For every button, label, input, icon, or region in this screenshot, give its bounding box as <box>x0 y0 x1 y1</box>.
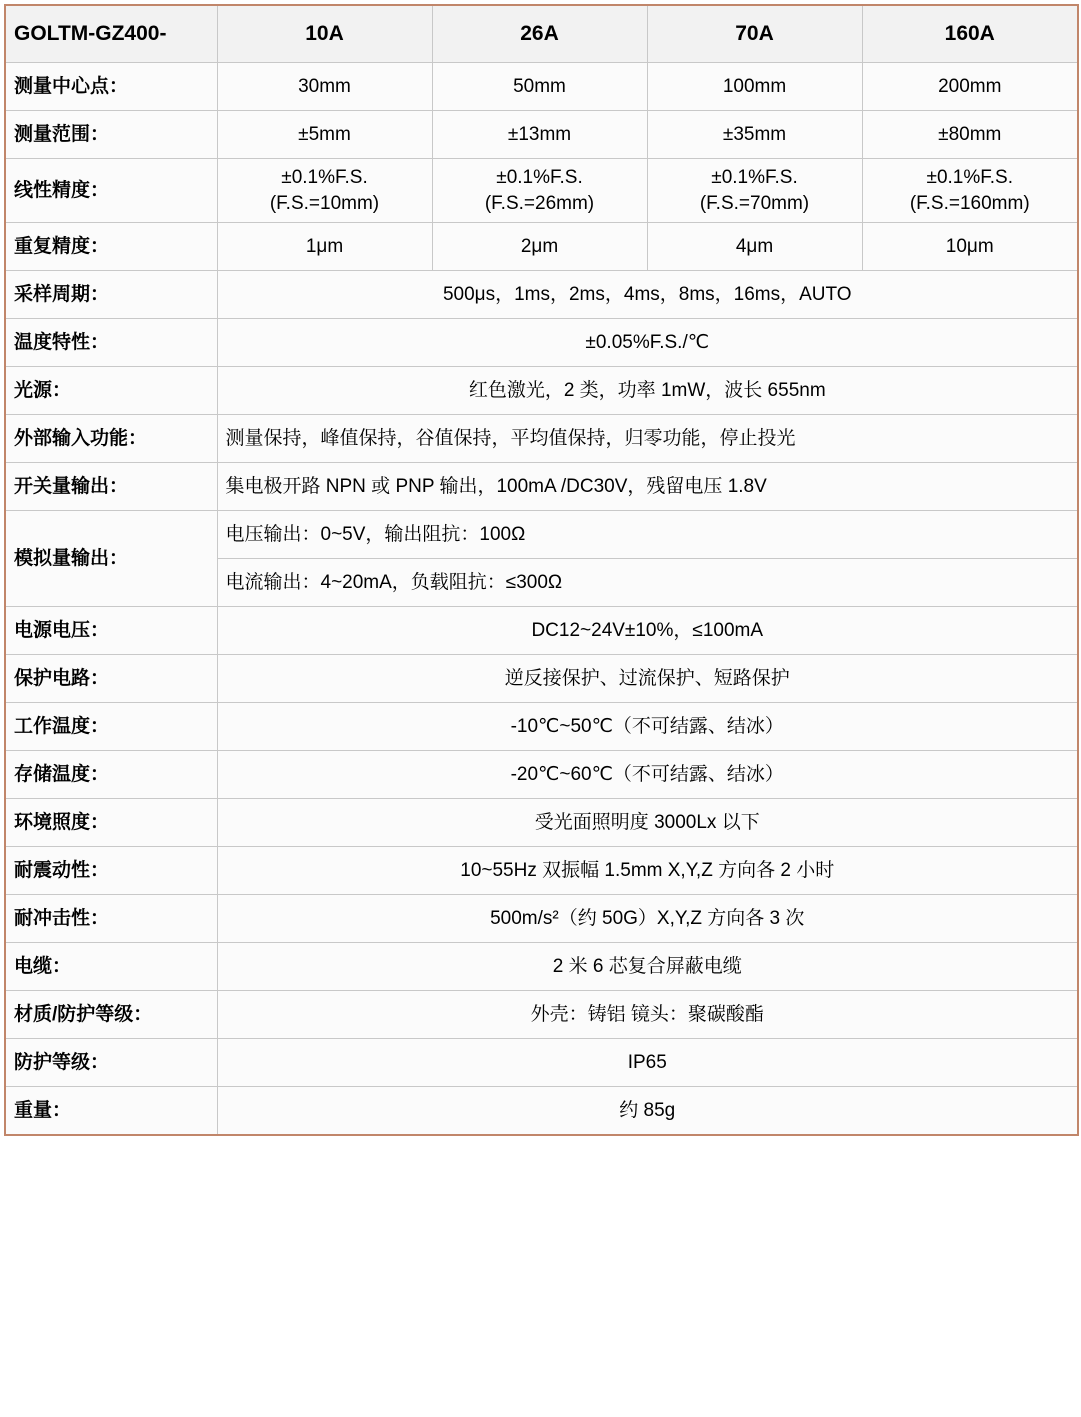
row-value-line2: (F.S.=26mm) <box>484 192 595 214</box>
row-label: 测量范围： <box>5 111 217 159</box>
row-value: 外壳：铸铝 镜头：聚碳酸酯 <box>217 991 1078 1039</box>
row-value: 500μs，1ms，2ms，4ms，8ms，16ms，AUTO <box>217 271 1078 319</box>
row-label: 电缆： <box>5 943 217 991</box>
row-value: 1μm <box>217 223 432 271</box>
row-label: 存储温度： <box>5 751 217 799</box>
table-row <box>5 271 1078 319</box>
row-value: 500m/s²（约 50G）X,Y,Z 方向各 3 次 <box>217 895 1078 943</box>
variant-header-10a: 10A <box>217 5 432 63</box>
table-row <box>5 703 1078 751</box>
row-label: 采样周期： <box>5 271 217 319</box>
row-value <box>647 159 862 223</box>
table-row <box>5 111 1078 159</box>
row-value: 测量保持，峰值保持，谷值保持，平均值保持，归零功能，停止投光 <box>217 415 1078 463</box>
table-row <box>5 1039 1078 1087</box>
row-value: 电压输出：0~5V，输出阻抗：100Ω <box>217 511 1078 559</box>
table-row <box>5 415 1078 463</box>
table-row <box>5 463 1078 511</box>
row-label: 光源： <box>5 367 217 415</box>
row-value: IP65 <box>217 1039 1078 1087</box>
row-value: 100mm <box>647 63 862 111</box>
row-value: 30mm <box>217 63 432 111</box>
model-name-cell: GOLTM-GZ400- <box>5 5 217 63</box>
row-value-line1: ±0.1%F.S. <box>926 167 1013 188</box>
table-row <box>5 655 1078 703</box>
row-value: ±5mm <box>217 111 432 159</box>
row-value: ±80mm <box>862 111 1078 159</box>
table-row <box>5 223 1078 271</box>
table-row <box>5 511 1078 559</box>
row-value: 红色激光，2 类，功率 1mW，波长 655nm <box>217 367 1078 415</box>
row-label: 保护电路： <box>5 655 217 703</box>
table-row <box>5 607 1078 655</box>
row-value <box>432 159 647 223</box>
table-row <box>5 895 1078 943</box>
row-label: 线性精度： <box>5 159 217 223</box>
row-value-line1: ±0.1%F.S. <box>281 167 368 188</box>
row-value: -10℃~50℃（不可结露、结冰） <box>217 703 1078 751</box>
table-row <box>5 943 1078 991</box>
row-value: 约 85g <box>217 1087 1078 1135</box>
row-value: 集电极开路 NPN 或 PNP 输出，100mA /DC30V，残留电压 1.8V <box>217 463 1078 511</box>
row-value: 4μm <box>647 223 862 271</box>
row-value <box>862 159 1078 223</box>
table-row <box>5 847 1078 895</box>
row-label: 开关量输出： <box>5 463 217 511</box>
row-label: 外部输入功能： <box>5 415 217 463</box>
row-value: 50mm <box>432 63 647 111</box>
row-label: 重复精度： <box>5 223 217 271</box>
row-label: 重量： <box>5 1087 217 1135</box>
row-value: 10μm <box>862 223 1078 271</box>
table-header-row <box>5 5 1078 63</box>
row-value-line1: ±0.1%F.S. <box>711 167 798 188</box>
row-value: 2 米 6 芯复合屏蔽电缆 <box>217 943 1078 991</box>
row-label: 温度特性： <box>5 319 217 367</box>
specification-table <box>4 4 1079 1136</box>
row-value: 受光面照明度 3000Lx 以下 <box>217 799 1078 847</box>
row-value: 电流输出：4~20mA，负载阻抗：≤300Ω <box>217 559 1078 607</box>
row-value-line1: ±0.1%F.S. <box>496 167 583 188</box>
row-label: 耐震动性： <box>5 847 217 895</box>
row-label: 防护等级： <box>5 1039 217 1087</box>
table-row <box>5 1087 1078 1135</box>
table-row <box>5 799 1078 847</box>
table-row <box>5 751 1078 799</box>
variant-header-26a: 26A <box>432 5 647 63</box>
row-value: ±0.05%F.S./℃ <box>217 319 1078 367</box>
row-label: 模拟量输出： <box>5 511 217 607</box>
row-label: 工作温度： <box>5 703 217 751</box>
row-label: 材质/防护等级： <box>5 991 217 1039</box>
table-row <box>5 991 1078 1039</box>
table-row <box>5 367 1078 415</box>
row-label: 电源电压： <box>5 607 217 655</box>
row-label: 耐冲击性： <box>5 895 217 943</box>
row-value: 10~55Hz 双振幅 1.5mm X,Y,Z 方向各 2 小时 <box>217 847 1078 895</box>
row-value: 2μm <box>432 223 647 271</box>
row-value: ±13mm <box>432 111 647 159</box>
row-value <box>217 159 432 223</box>
table-row <box>5 159 1078 223</box>
row-value: DC12~24V±10%，≤100mA <box>217 607 1078 655</box>
variant-header-70a: 70A <box>647 5 862 63</box>
row-value: -20℃~60℃（不可结露、结冰） <box>217 751 1078 799</box>
row-value: 200mm <box>862 63 1078 111</box>
table-row <box>5 63 1078 111</box>
variant-header-160a: 160A <box>862 5 1078 63</box>
row-label: 测量中心点： <box>5 63 217 111</box>
row-value-line2: (F.S.=10mm) <box>269 192 380 214</box>
row-value: 逆反接保护、过流保护、短路保护 <box>217 655 1078 703</box>
row-value: ±35mm <box>647 111 862 159</box>
row-label: 环境照度： <box>5 799 217 847</box>
row-value-line2: (F.S.=160mm) <box>909 192 1030 214</box>
row-value-line2: (F.S.=70mm) <box>699 192 810 214</box>
table-row <box>5 319 1078 367</box>
